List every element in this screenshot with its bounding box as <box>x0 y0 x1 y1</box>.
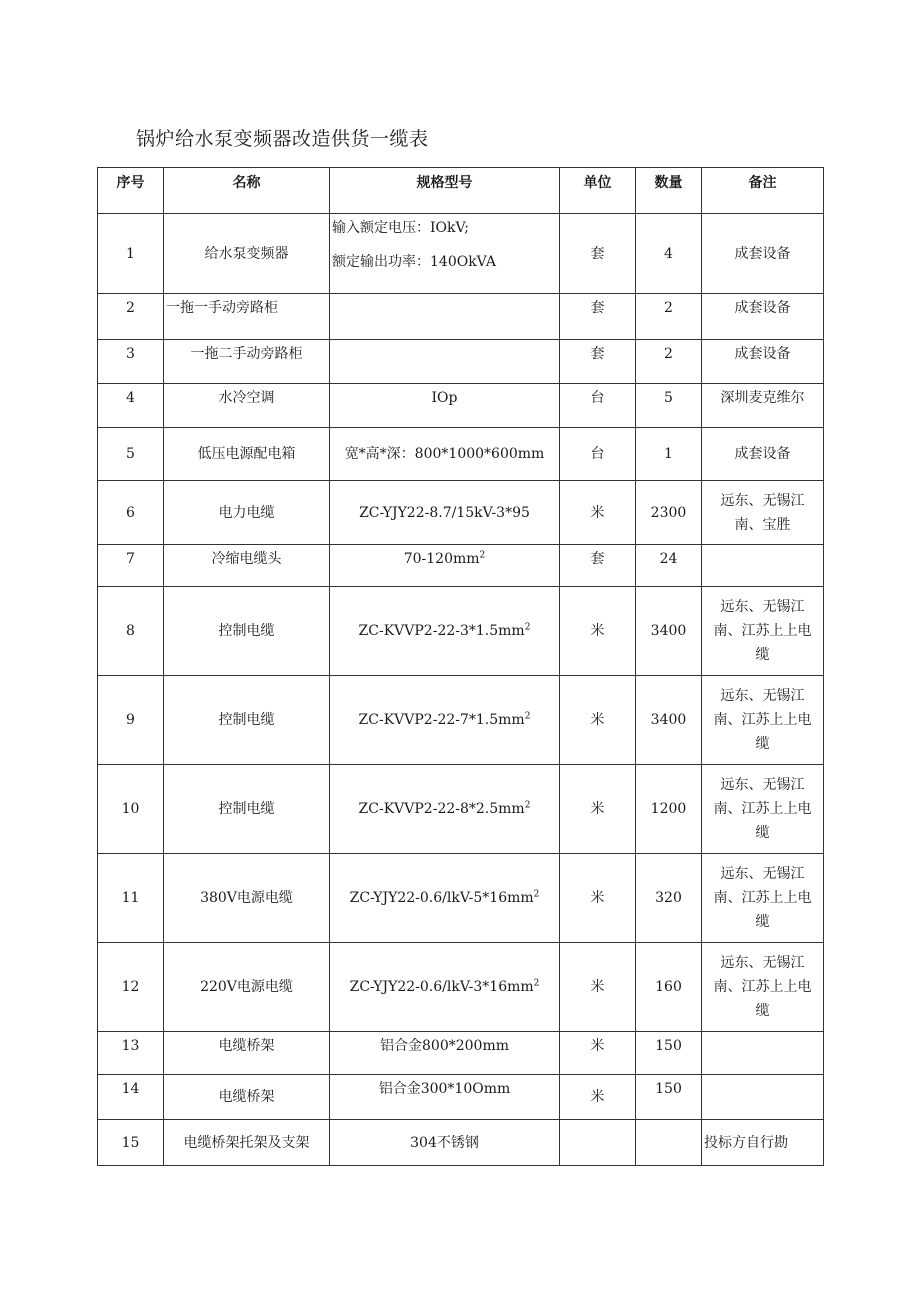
cell-no: 7 <box>98 545 164 587</box>
spec-text: ZC-KVVP2-22-3*1.5mm <box>358 623 525 639</box>
header-name: 名称 <box>164 168 330 214</box>
cell-qty: 1 <box>636 428 702 481</box>
cell-note: 远东、无锡江南、江苏上上电缆 <box>702 765 824 854</box>
cell-note: 成套设备 <box>702 294 824 340</box>
cell-spec: IOp <box>330 384 560 428</box>
cell-spec: 宽*高*深：800*1000*600mm <box>330 428 560 481</box>
cell-no: 8 <box>98 587 164 676</box>
cell-unit: 米 <box>560 1032 636 1075</box>
cell-spec: 铝合金800*200mm <box>330 1032 560 1075</box>
spec-text: 70-120mm <box>403 551 480 567</box>
cell-unit: 米 <box>560 481 636 545</box>
cell-qty: 3400 <box>636 587 702 676</box>
superscript: 2 <box>524 711 531 722</box>
cell-unit: 米 <box>560 943 636 1032</box>
cell-qty: 3400 <box>636 676 702 765</box>
cell-name: 电力电缆 <box>164 481 330 545</box>
cell-note: 成套设备 <box>702 428 824 481</box>
cell-unit: 台 <box>560 428 636 481</box>
cell-no: 2 <box>98 294 164 340</box>
cell-spec <box>330 545 560 587</box>
cell-no: 12 <box>98 943 164 1032</box>
cell-unit: 米 <box>560 854 636 943</box>
table-row <box>98 481 824 545</box>
supply-list-table <box>97 167 824 1166</box>
cell-note: 成套设备 <box>702 340 824 384</box>
spec-text: ZC-KVVP2-22-7*1.5mm <box>358 712 525 728</box>
cell-unit <box>560 1120 636 1166</box>
cell-note: 投标方自行勘 <box>702 1120 824 1166</box>
table-row <box>98 1075 824 1120</box>
superscript: 2 <box>524 800 531 811</box>
table-row <box>98 545 824 587</box>
header-note: 备注 <box>702 168 824 214</box>
cell-spec: 铝合金300*10Omm <box>330 1075 560 1120</box>
table-row <box>98 943 824 1032</box>
cell-no: 1 <box>98 214 164 294</box>
cell-qty: 160 <box>636 943 702 1032</box>
cell-qty: 2300 <box>636 481 702 545</box>
table-row <box>98 765 824 854</box>
cell-qty: 320 <box>636 854 702 943</box>
cell-name: 给水泵变频器 <box>164 214 330 294</box>
document-title: 锅炉给水泵变频器改造供货一缆表 <box>136 128 429 150</box>
cell-spec <box>330 587 560 676</box>
cell-spec: 304不锈钢 <box>330 1120 560 1166</box>
cell-qty: 4 <box>636 214 702 294</box>
spec-line: 额定输出功率：140OkVA <box>332 254 496 270</box>
table-row <box>98 428 824 481</box>
cell-note: 深圳麦克维尔 <box>702 384 824 428</box>
cell-name: 电缆桥架 <box>164 1075 330 1120</box>
cell-spec <box>330 854 560 943</box>
spec-text: ZC-YJY22-0.6/lkV-3*16mm <box>349 979 534 995</box>
cell-qty: 5 <box>636 384 702 428</box>
table-row <box>98 587 824 676</box>
cell-note <box>702 1032 824 1075</box>
cell-name: 一拖二手动旁路柜 <box>164 340 330 384</box>
cell-note: 远东、无锡江南、江苏上上电缆 <box>702 943 824 1032</box>
superscript: 2 <box>533 978 540 989</box>
cell-note: 成套设备 <box>702 214 824 294</box>
cell-spec <box>330 943 560 1032</box>
cell-note: 远东、无锡江南、江苏上上电缆 <box>702 587 824 676</box>
cell-no: 14 <box>98 1075 164 1120</box>
cell-name: 电缆桥架托架及支架 <box>164 1120 330 1166</box>
header-unit: 单位 <box>560 168 636 214</box>
cell-note <box>702 545 824 587</box>
spec-line: 输入额定电压：IOkV; <box>332 220 469 236</box>
cell-name: 冷缩电缆头 <box>164 545 330 587</box>
cell-no: 3 <box>98 340 164 384</box>
cell-note: 远东、无锡江南、江苏上上电缆 <box>702 854 824 943</box>
superscript: 2 <box>479 550 486 561</box>
cell-note <box>702 1075 824 1120</box>
cell-spec <box>330 765 560 854</box>
cell-qty: 24 <box>636 545 702 587</box>
cell-unit: 米 <box>560 587 636 676</box>
table-row <box>98 214 824 294</box>
cell-no: 6 <box>98 481 164 545</box>
table-row <box>98 1120 824 1166</box>
cell-no: 5 <box>98 428 164 481</box>
cell-name: 水冷空调 <box>164 384 330 428</box>
cell-no: 15 <box>98 1120 164 1166</box>
cell-unit: 套 <box>560 214 636 294</box>
table-header-row <box>98 168 824 214</box>
table-row <box>98 384 824 428</box>
cell-name: 380V电源电缆 <box>164 854 330 943</box>
cell-no: 9 <box>98 676 164 765</box>
cell-name: 电缆桥架 <box>164 1032 330 1075</box>
cell-no: 11 <box>98 854 164 943</box>
cell-unit: 套 <box>560 340 636 384</box>
spec-text: ZC-YJY22-0.6/lkV-5*16mm <box>349 890 534 906</box>
cell-no: 4 <box>98 384 164 428</box>
cell-unit: 套 <box>560 294 636 340</box>
cell-name: 控制电缆 <box>164 765 330 854</box>
header-qty: 数量 <box>636 168 702 214</box>
cell-note: 远东、无锡江南、宝胜 <box>702 481 824 545</box>
cell-spec <box>330 340 560 384</box>
table-row <box>98 294 824 340</box>
header-no: 序号 <box>98 168 164 214</box>
cell-unit: 米 <box>560 765 636 854</box>
cell-unit: 米 <box>560 1075 636 1120</box>
cell-qty <box>636 1120 702 1166</box>
superscript: 2 <box>533 889 540 900</box>
superscript: 2 <box>524 622 531 633</box>
cell-qty: 2 <box>636 340 702 384</box>
cell-spec <box>330 294 560 340</box>
table-row <box>98 676 824 765</box>
cell-unit: 米 <box>560 676 636 765</box>
cell-qty: 2 <box>636 294 702 340</box>
cell-name: 220V电源电缆 <box>164 943 330 1032</box>
cell-name: 控制电缆 <box>164 676 330 765</box>
cell-name: 低压电源配电箱 <box>164 428 330 481</box>
cell-unit: 套 <box>560 545 636 587</box>
cell-name: 控制电缆 <box>164 587 330 676</box>
cell-qty: 150 <box>636 1032 702 1075</box>
cell-spec <box>330 214 560 294</box>
cell-note: 远东、无锡江南、江苏上上电缆 <box>702 676 824 765</box>
cell-no: 13 <box>98 1032 164 1075</box>
table-row <box>98 340 824 384</box>
cell-unit: 台 <box>560 384 636 428</box>
table-row <box>98 854 824 943</box>
cell-spec: ZC-YJY22-8.7/15kV-3*95 <box>330 481 560 545</box>
spec-text: ZC-KVVP2-22-8*2.5mm <box>358 801 525 817</box>
cell-spec <box>330 676 560 765</box>
cell-qty: 1200 <box>636 765 702 854</box>
cell-name: 一拖一手动旁路柜 <box>164 294 330 340</box>
table-row <box>98 1032 824 1075</box>
cell-no: 10 <box>98 765 164 854</box>
header-spec: 规格型号 <box>330 168 560 214</box>
cell-qty: 150 <box>636 1075 702 1120</box>
